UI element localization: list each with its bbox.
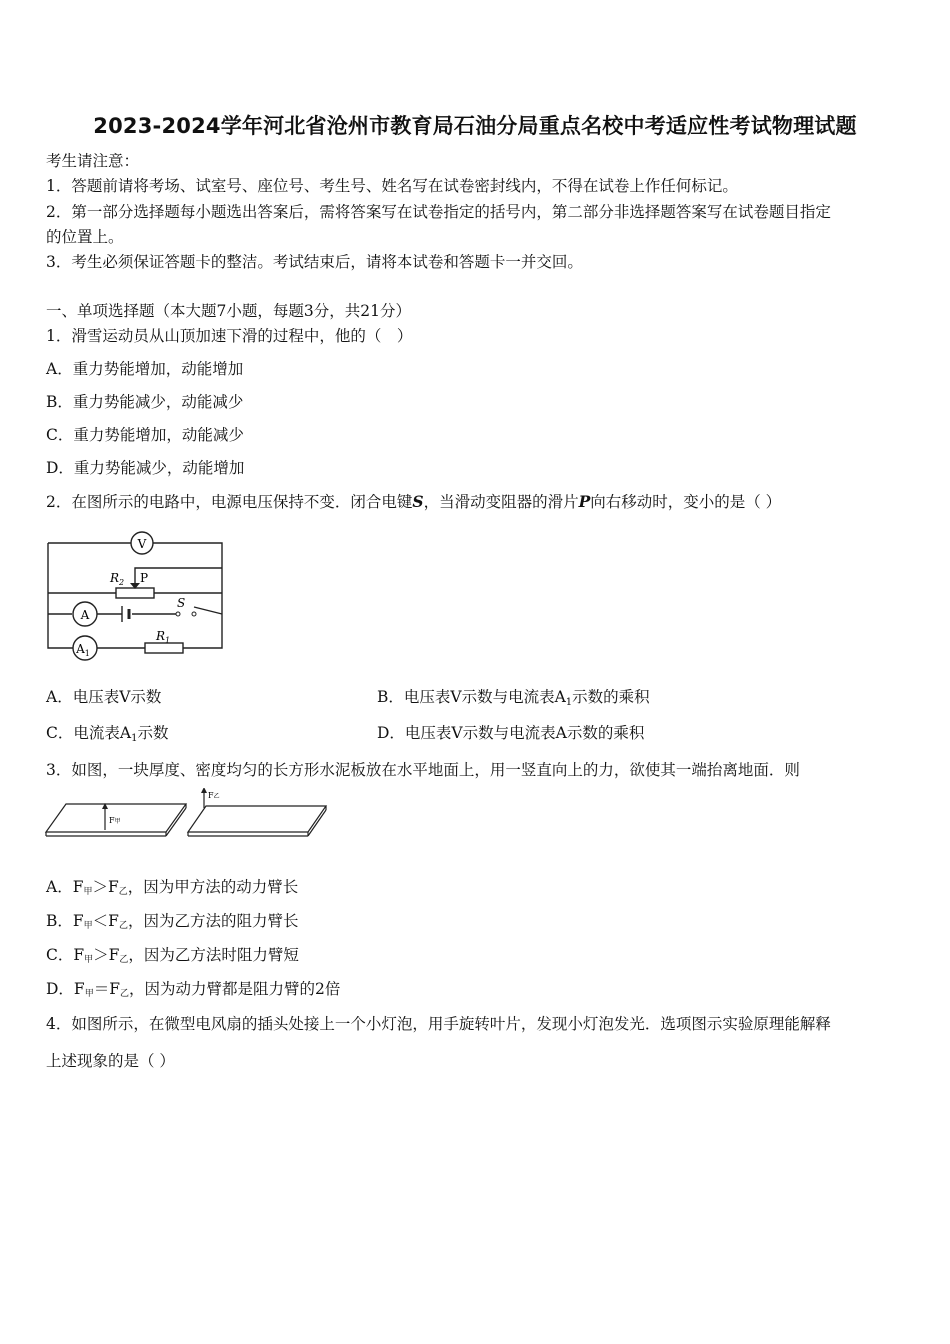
q1-option-d: D．重力势能减少，动能增加	[46, 459, 245, 477]
q1-option-a: A．重力势能增加，动能增加	[46, 360, 244, 378]
circuit-diagram	[44, 528, 226, 668]
s-label: S	[177, 596, 186, 610]
q3-option-c: C．F甲＞F乙，因为乙方法时阻力臂短	[46, 946, 299, 965]
q1-option-c: C．重力势能增加，动能减少	[46, 426, 244, 444]
q2-option-a: A．电压表V示数	[46, 688, 162, 706]
notice-item-2: 2．第一部分选择题每小题选出答案后，需将答案写在试卷指定的括号内，第二部分非选择题答案写在试卷题目指定	[46, 203, 831, 221]
notice-item-3: 3．考生必须保证答题卡的整洁。考试结束后，请将本试卷和答题卡一并交回。	[46, 253, 583, 271]
page-title: 2023-2024学年河北省沧州市教育局石油分局重点名校中考适应性考试物理试题	[93, 114, 857, 138]
f-yi-label: F乙	[208, 791, 220, 800]
r2-label: $R_2$	[110, 571, 125, 587]
section-heading: 一、单项选择题（本大题7小题，每题3分，共21分）	[46, 302, 411, 320]
q2-option-c: C．电流表$A_1$示数	[46, 724, 169, 744]
p-label: P	[140, 571, 149, 585]
q2-option-b: B．电压表V示数与电流表$A_1$示数的乘积	[377, 688, 650, 708]
ammeter-label: A	[80, 608, 90, 622]
q1-stem: 1．滑雪运动员从山顶加速下滑的过程中，他的（ ）	[46, 327, 413, 345]
q2-option-d: D．电压表V示数与电流表A示数的乘积	[377, 724, 645, 742]
q4-stem-line1: 4．如图所示，在微型电风扇的插头处接上一个小灯泡，用手旋转叶片，发现小灯泡发光．选项图示实验原理能解释	[46, 1015, 831, 1033]
r1-label: $R_1$	[156, 629, 171, 645]
notice-item-1: 1．答题前请将考场、试室号、座位号、考生号、姓名写在试卷密封线内，不得在试卷上作任何标记。	[46, 177, 738, 195]
q1-option-b: B．重力势能减少，动能减少	[46, 393, 244, 411]
notice-heading: 考生请注意：	[46, 152, 140, 170]
voltmeter-label: V	[137, 537, 147, 551]
q3-option-a: A．F甲＞F乙，因为甲方法的动力臂长	[46, 878, 299, 897]
q3-option-b: B．F甲＜F乙，因为乙方法的阻力臂长	[46, 912, 299, 931]
q4-stem-line2: 上述现象的是（ ）	[46, 1052, 175, 1070]
notice-item-2-cont: 的位置上。	[46, 228, 124, 246]
f-jia-label: F甲	[109, 816, 121, 825]
q2-stem: 2．在图所示的电路中，电源电压保持不变．闭合电键S，当滑动变阻器的滑片P向右移动时，变小的是（ ）	[46, 492, 782, 511]
slab-figure	[44, 788, 329, 842]
ammeter-a1-label: $A_1$	[76, 642, 90, 658]
q3-option-d: D．F甲＝F乙，因为动力臂都是阻力臂的2倍	[46, 980, 341, 999]
q3-stem: 3．如图，一块厚度、密度均匀的长方形水泥板放在水平地面上，用一竖直向上的力，欲使其一端抬离地面．则	[46, 761, 800, 779]
